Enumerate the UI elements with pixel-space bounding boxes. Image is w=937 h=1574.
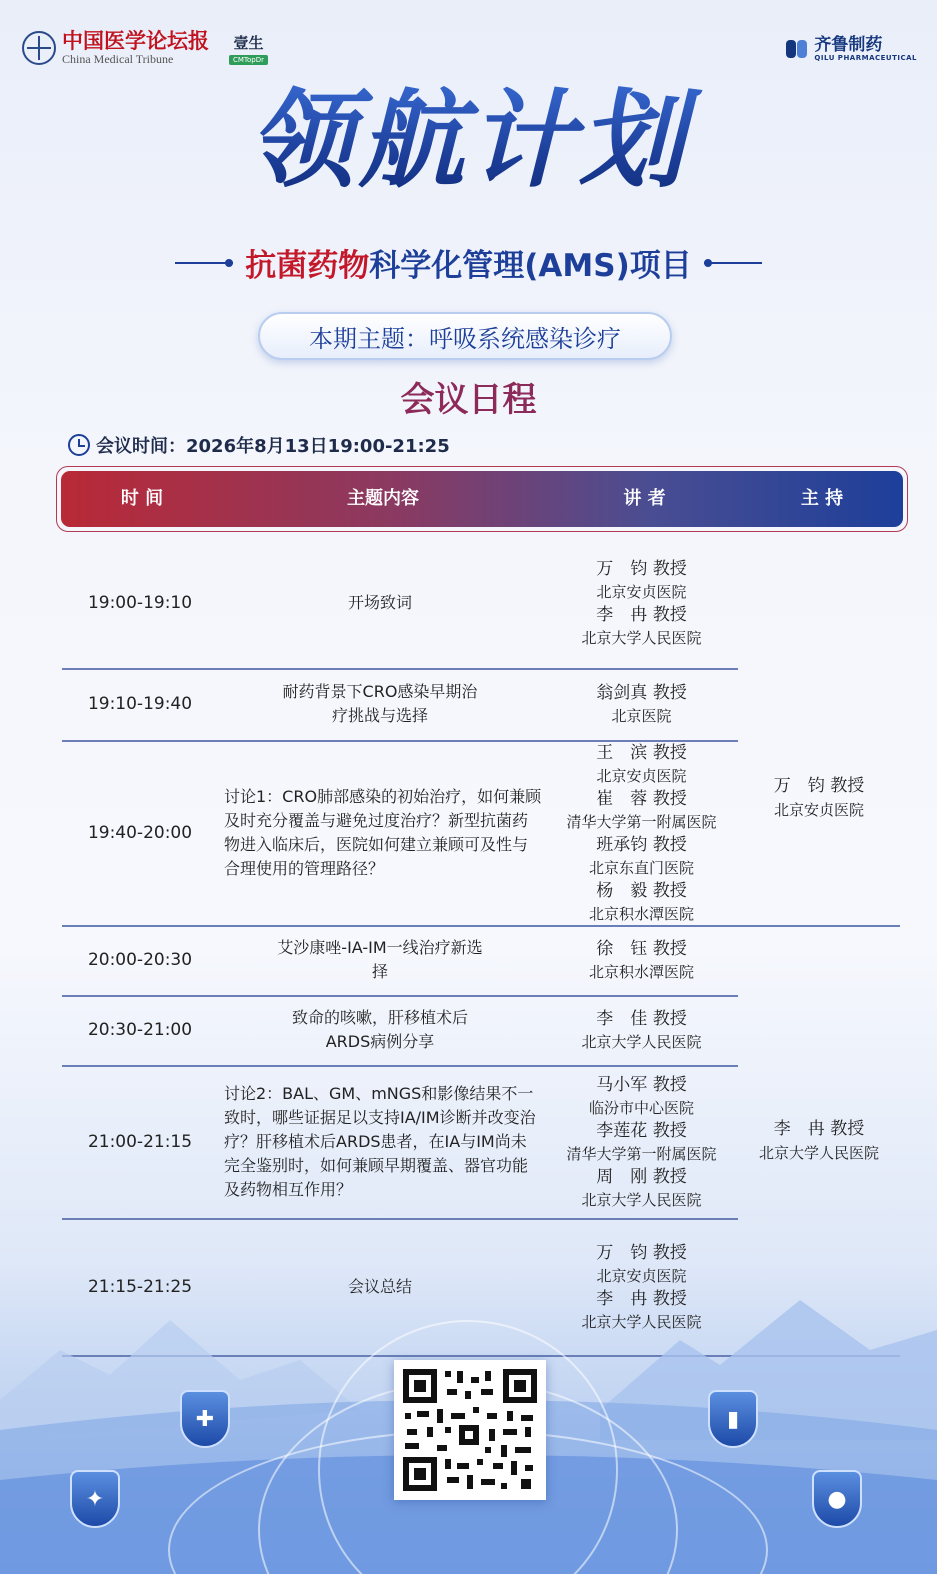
row-time: 19:40-20:00 xyxy=(87,822,193,843)
host-hospital: 北京安贞医院 xyxy=(773,800,864,819)
subtitle xyxy=(0,240,937,285)
row-speakers xyxy=(545,668,738,740)
shield-icon: ✚ xyxy=(180,1390,230,1448)
speaker-name: 李 佳 教授 xyxy=(596,1009,687,1029)
qr-code[interactable] xyxy=(394,1360,546,1500)
meeting-time-text: 会议时间：2026年8月13日19:00-21:25 xyxy=(96,436,450,457)
speaker-hospital: 北京积水潭医院 xyxy=(588,904,694,923)
subtitle-line-right xyxy=(704,262,762,264)
row-speakers xyxy=(545,1065,738,1218)
speaker-hospital: 北京积水潭医院 xyxy=(588,963,694,981)
subtitle-line-left xyxy=(175,262,233,264)
host-cell xyxy=(738,668,900,925)
row-speakers xyxy=(545,925,738,995)
speaker-hospital: 清华大学第一附属医院 xyxy=(566,812,717,831)
speaker-hospital: 北京安贞医院 xyxy=(596,766,687,785)
row-time: 19:00-19:10 xyxy=(87,593,193,613)
host-name: 李 冉 教授 xyxy=(773,1119,865,1139)
speaker-name: 杨 毅 教授 xyxy=(596,880,687,901)
row-topic: 耐药背景下CRO感染早期治疗挑战与选择 xyxy=(282,682,478,725)
speaker-hospital: 北京大学人民医院 xyxy=(581,1312,702,1331)
speaker-hospital: 北京安贞医院 xyxy=(596,583,687,601)
theme-pill: 本期主题：呼吸系统感染诊疗 xyxy=(258,312,672,360)
speaker-name: 徐 钰 教授 xyxy=(596,939,687,959)
shield-icon: ● xyxy=(812,1470,862,1528)
row-topic: 艾沙康唑-IA-IM一线治疗新选择 xyxy=(277,938,483,981)
host-hospital: 北京大学人民医院 xyxy=(758,1144,879,1162)
qilu-logo xyxy=(786,36,917,62)
subtitle-blue: 科学化管理(AMS)项目 xyxy=(369,248,692,284)
speaker-hospital: 北京安贞医院 xyxy=(596,1266,687,1285)
speaker-hospital: 临汾市中心医院 xyxy=(588,1098,694,1117)
row-speakers xyxy=(545,538,738,668)
speaker-hospital: 清华大学第一附属医院 xyxy=(566,1144,717,1163)
speaker-hospital: 北京大学人民医院 xyxy=(581,1190,702,1209)
table-header xyxy=(56,466,908,532)
speaker-name: 李 冉 教授 xyxy=(596,1288,687,1309)
row-time: 21:00-21:15 xyxy=(87,1131,193,1152)
speaker-hospital: 北京东直门医院 xyxy=(588,858,694,877)
main-title: 领航计划 xyxy=(0,70,937,210)
subtitle-red: 抗菌药物 xyxy=(245,248,370,284)
cmt-en-name: China Medical Tribune xyxy=(62,52,174,66)
row-topic: 会议总结 xyxy=(347,1276,412,1296)
th-time: 时 间 xyxy=(120,488,164,509)
agenda-title: 会议日程 xyxy=(400,380,537,420)
clock-icon xyxy=(68,434,90,456)
china-medical-tribune-logo xyxy=(22,30,268,66)
row-time: 21:15-21:25 xyxy=(87,1276,193,1297)
row-topic: 讨论1：CRO肺部感染的初始治疗，如何兼顾及时充分覆盖与避免过度治疗？新型抗菌药物进入临床后，医院如何建立兼顾可及性与合理使用的管理路径？ xyxy=(224,786,542,878)
globe-icon xyxy=(22,31,56,65)
yisheng-cn: 壹生 xyxy=(233,33,264,52)
speaker-name: 班承钧 教授 xyxy=(596,834,687,855)
qilu-en: QILU PHARMACEUTICAL xyxy=(814,54,917,62)
speaker-name: 王 滨 教授 xyxy=(596,742,687,763)
speaker-hospital: 北京医院 xyxy=(611,707,672,725)
row-topic: 致命的咳嗽，肝移植术后ARDS病例分享 xyxy=(291,1008,468,1051)
row-topic: 讨论2：BAL、GM、mNGS和影像结果不一致时，哪些证据足以支持IA/IM诊断并改变治疗？肝移植术后ARDS患者，在IA与IM尚未完全鉴别时，如何兼顾早期覆盖、器官功能及药物相互作用？ xyxy=(224,1083,536,1199)
speaker-name: 崔 蓉 教授 xyxy=(596,788,687,809)
host-name: 万 钧 教授 xyxy=(773,775,865,796)
th-speaker: 讲 者 xyxy=(623,488,666,509)
row-speakers xyxy=(545,740,738,925)
row-time: 20:30-21:00 xyxy=(87,1020,193,1040)
speaker-hospital: 北京大学人民医院 xyxy=(581,1033,702,1051)
speaker-name: 李莲花 教授 xyxy=(596,1120,687,1141)
row-time: 20:00-20:30 xyxy=(87,950,193,970)
th-topic: 主题内容 xyxy=(347,488,419,509)
th-host: 主 持 xyxy=(800,488,844,509)
yisheng-logo xyxy=(229,32,268,65)
row-topic: 开场致词 xyxy=(347,593,412,612)
speaker-hospital: 北京大学人民医院 xyxy=(581,629,702,647)
cmt-cn-name: 中国医学论坛报 xyxy=(62,28,209,53)
speaker-name: 马小军 教授 xyxy=(596,1074,687,1095)
yisheng-tag: CMTopDr xyxy=(229,55,268,65)
meeting-time xyxy=(68,432,450,458)
shield-icon: ▮ xyxy=(708,1390,758,1448)
speaker-name: 万 钧 教授 xyxy=(596,1242,687,1263)
speaker-name: 李 冉 教授 xyxy=(596,605,687,625)
speaker-name: 周 刚 教授 xyxy=(596,1166,687,1187)
row-time: 19:10-19:40 xyxy=(87,694,193,714)
qilu-cn: 齐鲁制药 xyxy=(814,35,883,55)
shield-icon: ✦ xyxy=(70,1470,120,1528)
row-speakers xyxy=(545,995,738,1065)
speaker-name: 万 钧 教授 xyxy=(596,559,687,579)
speaker-name: 翁剑真 教授 xyxy=(596,683,687,703)
qilu-mark-icon xyxy=(786,38,808,60)
